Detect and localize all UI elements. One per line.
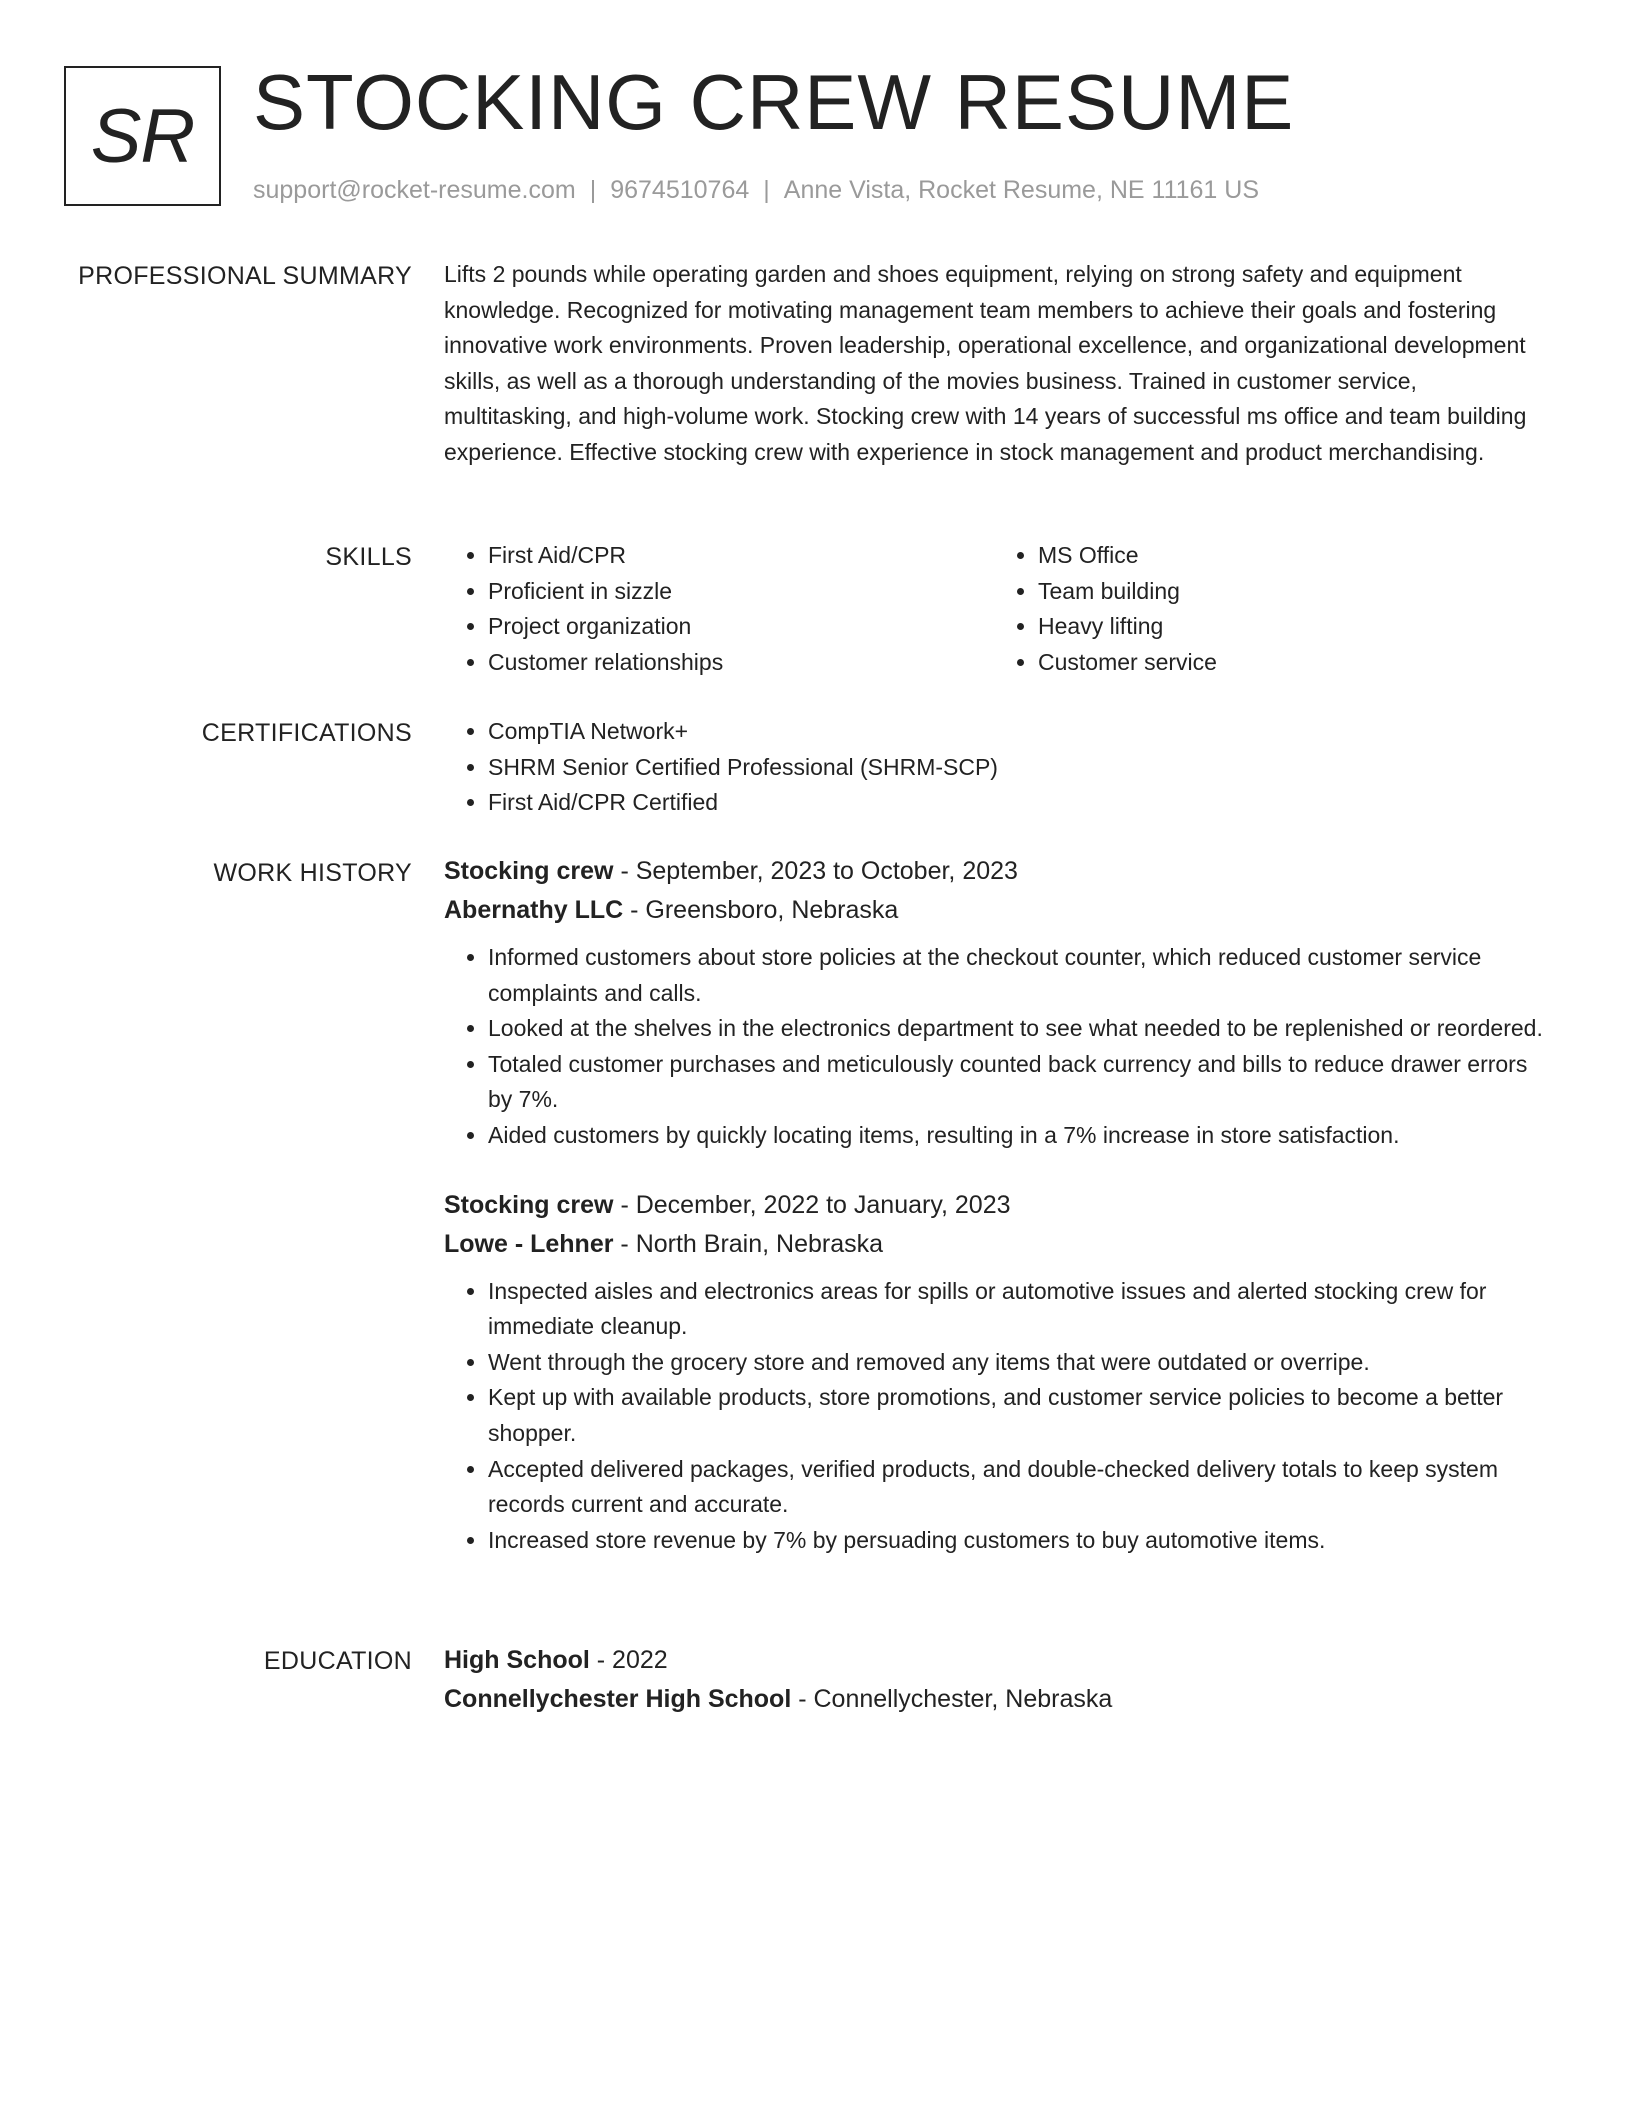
- job-duty-item: • Totaled customer purchases and meticulously counted back currency and bills to reduce drawer errors by 7%.: [488, 1047, 1544, 1118]
- contact-phone[interactable]: 9674510764: [610, 176, 750, 204]
- job-company-line: [444, 1225, 1544, 1264]
- skills-columns: [444, 538, 1544, 680]
- job-duty-item: • Aided customers by quickly locating items, resulting in a 7% increase in store satisfaction.: [488, 1118, 1544, 1154]
- monogram-initials: SR: [90, 93, 195, 179]
- section-heading-skills: SKILLS: [325, 543, 412, 571]
- job-location: Greensboro, Nebraska: [645, 896, 899, 924]
- work-history-body: [444, 852, 1544, 1558]
- contact-email[interactable]: support@rocket-resume.com: [253, 176, 576, 204]
- job-entry: [444, 852, 1544, 1154]
- section-heading-summary: PROFESSIONAL SUMMARY: [78, 262, 412, 290]
- job-dates: December, 2022 to January, 2023: [635, 1190, 1011, 1219]
- education-dash: -: [791, 1685, 814, 1713]
- job-company: Lowe - Lehner: [444, 1229, 614, 1258]
- job-title: Stocking crew: [444, 857, 614, 885]
- skill-item: • First Aid/CPR: [488, 538, 994, 574]
- skill-item: • Project organization: [488, 609, 994, 645]
- summary-body: [444, 257, 1540, 471]
- certification-item: • CompTIA Network+: [488, 714, 1544, 750]
- skills-list-left: [444, 538, 994, 680]
- skill-item: • MS Office: [1038, 538, 1544, 574]
- monogram-box: [64, 66, 221, 206]
- education-dash: -: [589, 1646, 613, 1674]
- job-duty-item: • Increased store revenue by 7% by persuading customers to buy automotive items.: [488, 1523, 1544, 1559]
- job-title: Stocking crew: [444, 1190, 614, 1219]
- job-dash: -: [613, 1229, 636, 1258]
- job-duties-list: [444, 940, 1544, 1154]
- certification-item: • First Aid/CPR Certified: [488, 785, 1544, 821]
- summary-text: Lifts 2 pounds while operating garden and shoes equipment, relying on strong safety and equipment knowledge. Recognized for motivating management team members to achieve their goals and fostering innovative work environments. Proven leadership, operational excellence, and organizational development skills, as well as a thorough understanding of the movies business. Trained in customer service, multitasking, and high-volume work. Stocking crew with 14 years of successful ms office and team building experience. Effective stocking crew with experience in stock management and product merchandising.: [444, 261, 1527, 465]
- job-duty-item: • Went through the grocery store and removed any items that were outdated or overripe.: [488, 1345, 1544, 1381]
- job-location: North Brain, Nebraska: [635, 1229, 884, 1258]
- section-heading-education: EDUCATION: [263, 1647, 412, 1675]
- job-company-line: [444, 891, 1544, 930]
- job-dates: September, 2023 to October, 2023: [635, 857, 1018, 885]
- job-dash: -: [613, 857, 636, 885]
- education-degree-line: [444, 1641, 1544, 1680]
- job-company: Abernathy LLC: [444, 896, 624, 924]
- job-title-line: [444, 1186, 1544, 1225]
- certifications-body: [444, 714, 1544, 821]
- job-duty-item: • Kept up with available products, store promotions, and customer service policies to become a better shopper.: [488, 1380, 1544, 1451]
- job-duty-item: • Looked at the shelves in the electronics department to see what needed to be replenished or reordered.: [488, 1011, 1544, 1047]
- job-dash: -: [613, 1190, 636, 1219]
- job-duty-item: • Informed customers about store policies at the checkout counter, which reduced customer service complaints and calls.: [488, 940, 1544, 1011]
- education-body: [444, 1641, 1544, 1719]
- contact-separator: |: [589, 176, 597, 204]
- education-year: 2022: [612, 1646, 668, 1674]
- job-duty-item: • Inspected aisles and electronics areas for spills or automotive issues and alerted stocking crew for immediate cleanup.: [488, 1274, 1544, 1345]
- contact-separator: |: [763, 176, 770, 204]
- certification-item: • SHRM Senior Certified Professional (SHRM-SCP): [488, 750, 1544, 786]
- job-entry: [444, 1186, 1544, 1559]
- education-location: Connellychester, Nebraska: [813, 1685, 1113, 1713]
- education-degree: High School: [444, 1646, 590, 1674]
- job-dash: -: [623, 896, 646, 924]
- job-title-line: [444, 852, 1544, 891]
- section-heading-certifications: CERTIFICATIONS: [201, 719, 412, 747]
- skill-item: • Heavy lifting: [1038, 609, 1544, 645]
- education-school-line: [444, 1680, 1544, 1719]
- skill-item: • Team building: [1038, 574, 1544, 610]
- section-heading-work-history: WORK HISTORY: [213, 859, 412, 887]
- skill-item: • Customer relationships: [488, 645, 994, 681]
- skill-item: • Proficient in sizzle: [488, 574, 994, 610]
- resume-title: STOCKING CREW RESUME: [253, 58, 1295, 146]
- certifications-list: [444, 714, 1544, 821]
- education-school: Connellychester High School: [444, 1685, 792, 1713]
- contact-address: Anne Vista, Rocket Resume, NE 11161 US: [783, 176, 1260, 204]
- job-duty-item: • Accepted delivered packages, verified products, and double-checked delivery totals to keep system records current and accurate.: [488, 1452, 1544, 1523]
- job-duties-list: [444, 1274, 1544, 1559]
- skill-item: • Customer service: [1038, 645, 1544, 681]
- contact-line: [253, 174, 1259, 206]
- skills-list-right: [994, 538, 1544, 680]
